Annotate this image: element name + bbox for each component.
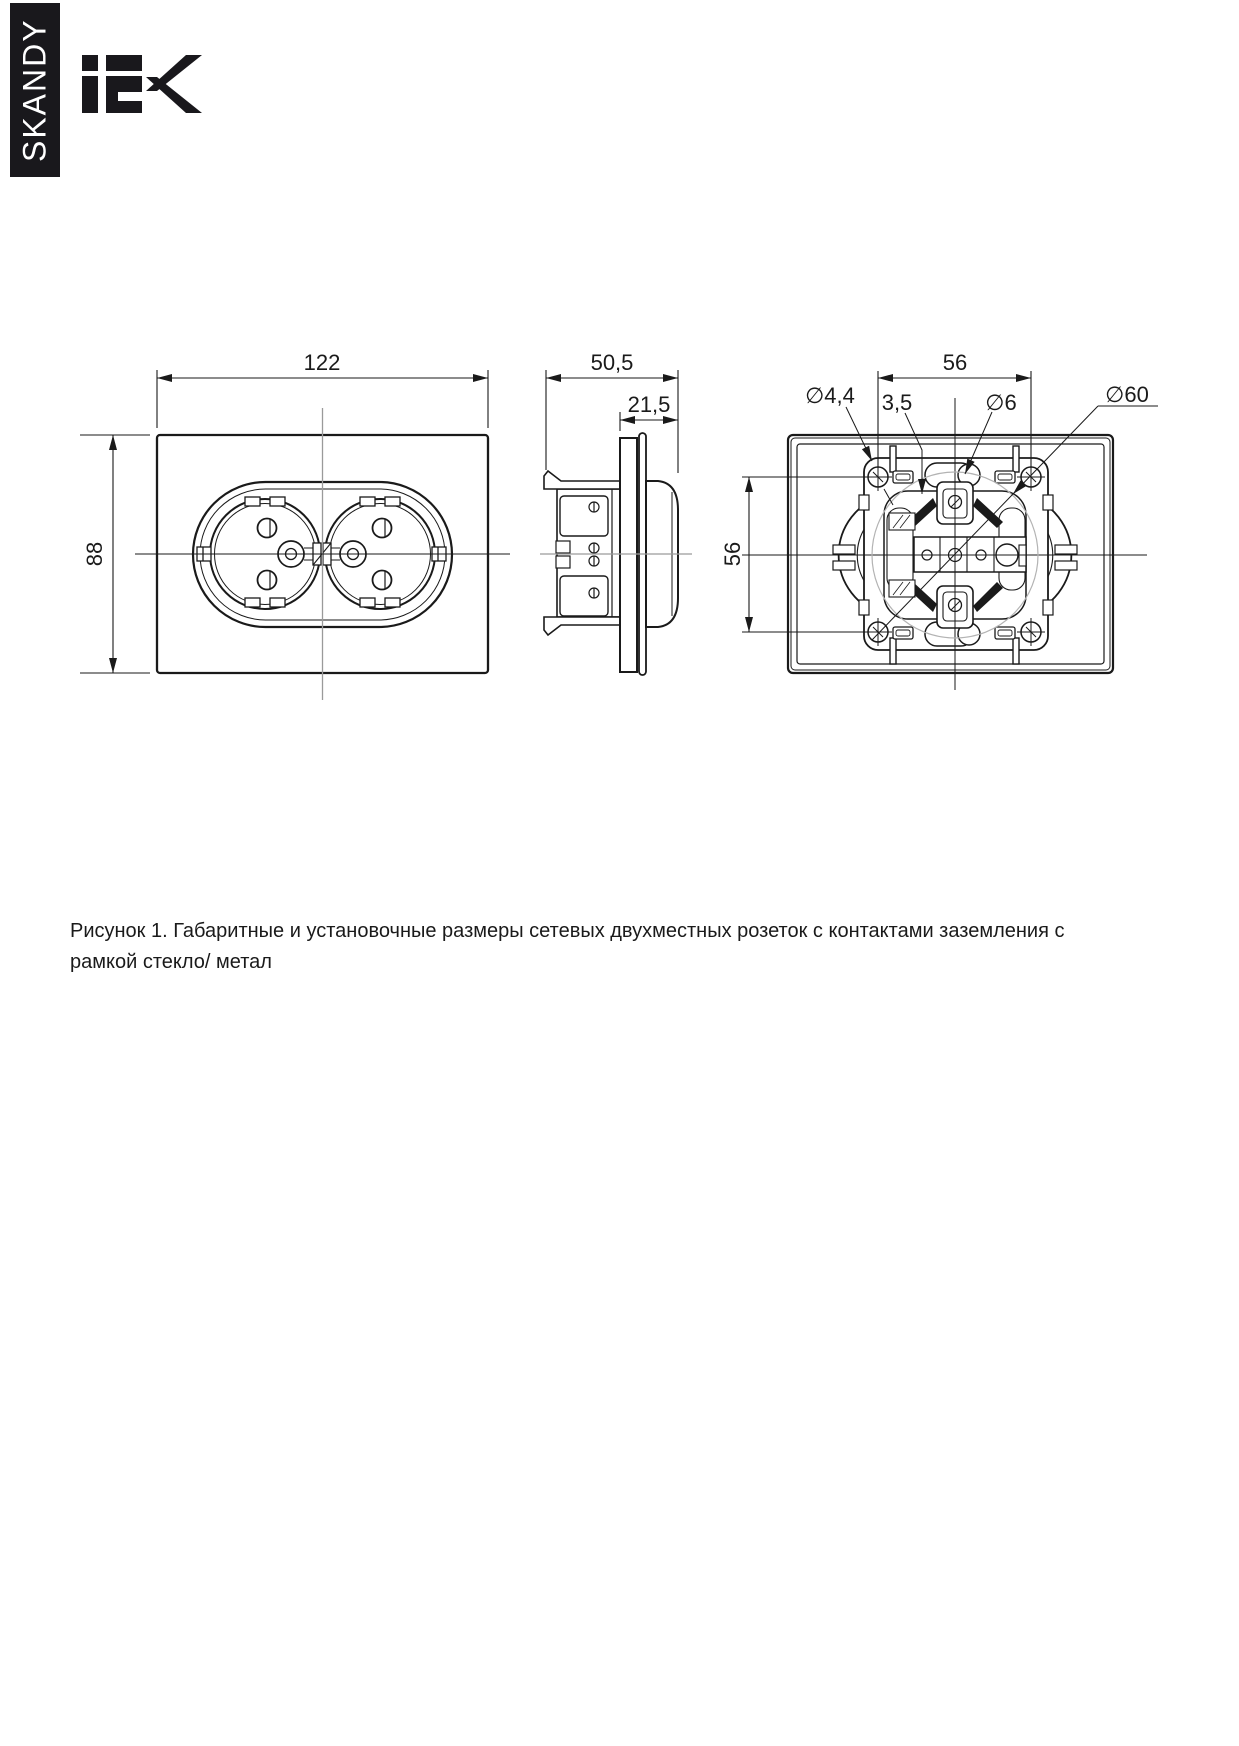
dim-50-5-label: 50,5 — [590, 350, 634, 375]
dim-4-4-label: ∅4,4 — [805, 383, 855, 408]
figure-caption — [70, 916, 1080, 978]
dim-3-5-label: 3,5 — [881, 390, 913, 415]
figure-caption-line1: Рисунок 1. Габаритные и установочные размеры сетевых двухместных розеток с контактами заземления с — [70, 920, 1065, 942]
mounting-claw-bottom — [544, 617, 620, 635]
drawing-front-view — [80, 370, 510, 700]
dim-6-label: ∅6 — [985, 390, 1017, 415]
drawing-rear-view — [742, 371, 1158, 690]
dim-88-label: 88 — [82, 541, 107, 567]
dim-122-label: 122 — [303, 350, 341, 375]
figure-drawing — [0, 0, 1239, 790]
series-label: SKANDY — [16, 18, 53, 162]
dim-56-h-label: 56 — [942, 350, 968, 375]
dim-60-label: ∅60 — [1105, 382, 1149, 407]
dim-56-v-label: 56 — [720, 541, 745, 567]
dim-50-5 — [546, 370, 678, 473]
figure-caption-line2: рамкой стекло/ метал — [70, 951, 272, 973]
dim-21-5-label: 21,5 — [627, 392, 671, 417]
mounting-claw-top — [544, 471, 620, 489]
support-plate-profile — [620, 438, 637, 672]
